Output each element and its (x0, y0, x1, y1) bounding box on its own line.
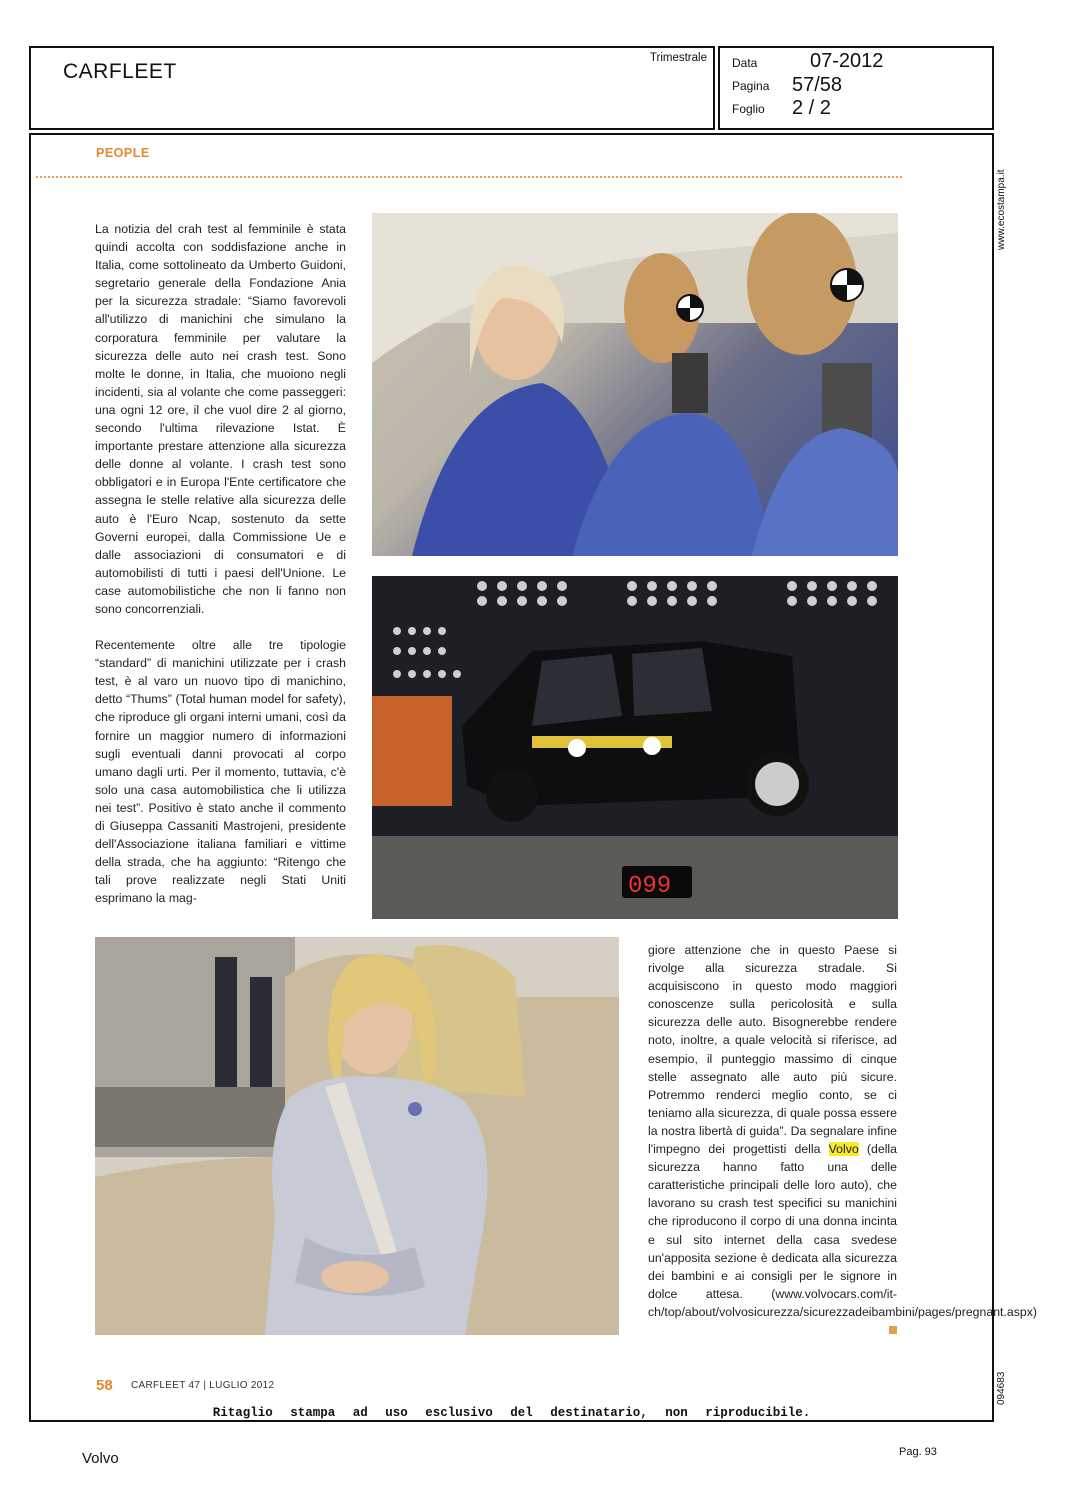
sheet-value: 2 / 2 (792, 97, 831, 119)
magazine-page-number: 58 (96, 1377, 113, 1394)
article-column-right (648, 941, 1037, 1334)
article-paragraph: Recentemente oltre alle tre tipologie “standard” di manichini utilizzate per i crash test, è al varo un nuovo tipo di manichino, detto “Thums” (Total human model for safety), che riproduce gli organi interni umani, così da fornire un maggior numero di informazioni sugli eventuali danni provocati al corpo umano dagli urti. Per il momento, tuttavia, c'è solo una casa automobilistica che li utilizza nei test”. Positivo è stato anche il commento di Giuseppa Cassaniti Mastrojeni, presidente dell'Associazione italiana familiari e vittime della strada, che ha aggiunto: “Ritengo che tali prove realizzate negli Stati Uniti esprimano la mag- (95, 638, 346, 906)
frequency-label: Trimestrale (649, 52, 707, 64)
photo-crash-dummies (372, 213, 898, 556)
article-text: giore attenzione che in questo Paese si rivolge alla sicurezza stradale. Si acquisiscono in questo modo maggiori conoscenze sulla pericolosità e sulla sicurezza delle auto. Bisognerebbe rendere noto, inoltre, a quale velocità si riferisce, ad esempio, il punteggio massimo di cinque stelle assegnato alle auto più sicure. Potremmo renderci meglio conto, se ci teniamo alla sicurezza, di quale possa essere la nostra libertà di guida”. Da segnalare infine l'impegno dei progettisti della (648, 943, 897, 1157)
header-meta-box (718, 46, 994, 130)
volvo-highlight: Volvo (828, 1142, 859, 1157)
date-value: 07-2012 (810, 50, 884, 72)
side-url: www.ecostampa.it (996, 169, 1007, 250)
article-paragraph: La notizia del crah test al femminile è stata quindi accolta con soddisfazione anche in Italia, come sottolineato da Umberto Guidoni, segretario generale della Fondazione Ania per la sicurezza stradale: “Siamo favorevoli all'utilizzo di manichini che simulano la corporatura femminile per valutare la sicurezza delle auto nei crash test. Sono molte le donne, in Italia, che muoiono negli incidenti, sia al volante che come passeggeri: una ogni 12 ore, il che vuol dire 2 al giorno, secondo l'ultima rilevazione Istat. È importante prestare attenzione alla sicurezza delle donne al volante. I crash test sono obbligatori e in Europa l'Ente certificatore che assegna le stelle relative alla sicurezza delle auto è l'Euro Ncap, sostenuto da sette Governi europei, dalla Commissione Ue e dalle associazioni di consumatori e di automobilisti di tutti i paesi dell'Unione. Le case automobilistiche che non li fanno non sono concorrenziali. (95, 222, 346, 616)
end-of-article-mark (889, 1326, 897, 1334)
publication-name: CARFLEET (63, 60, 177, 83)
speed-counter: 099 (628, 873, 672, 900)
dotted-divider (36, 176, 902, 178)
article-column-left (95, 220, 346, 907)
company-name: Volvo (82, 1450, 119, 1467)
article-text: (della sicurezza hanno fatto una delle caratteristiche principali delle loro auto), che lavorano su crash test specifici su manichini che riproducono il corpo di una donna incinta e sul sito internet della casa svedese un'apposita sezione è dedicata alla sicurezza dei bambini e ai consigli per le signore in dolce attesa. (www.volvocars.com/it-ch/top/about/volvosicurezza/sicurezzadeibambini/pages/pregnant.aspx) (648, 1142, 1037, 1319)
magazine-issue: CARFLEET 47 | LUGLIO 2012 (131, 1380, 275, 1391)
photo-girl-seatbelt (95, 937, 619, 1335)
header-publication-box (29, 46, 715, 130)
page-value: 57/58 (792, 74, 843, 96)
section-label: PEOPLE (96, 146, 150, 160)
date-label: Data (732, 56, 758, 70)
photo-crash-test-car (372, 576, 898, 919)
disclaimer: Ritaglio stampa ad uso esclusivo del destinatario, non riproducibile. (212, 1406, 811, 1420)
side-code: 094683 (996, 1371, 1007, 1405)
page-label: Pagina (732, 79, 770, 93)
page-reference: Pag. 93 (899, 1446, 937, 1458)
article-paragraph (648, 941, 1037, 1321)
sheet-label: Foglio (732, 102, 765, 116)
